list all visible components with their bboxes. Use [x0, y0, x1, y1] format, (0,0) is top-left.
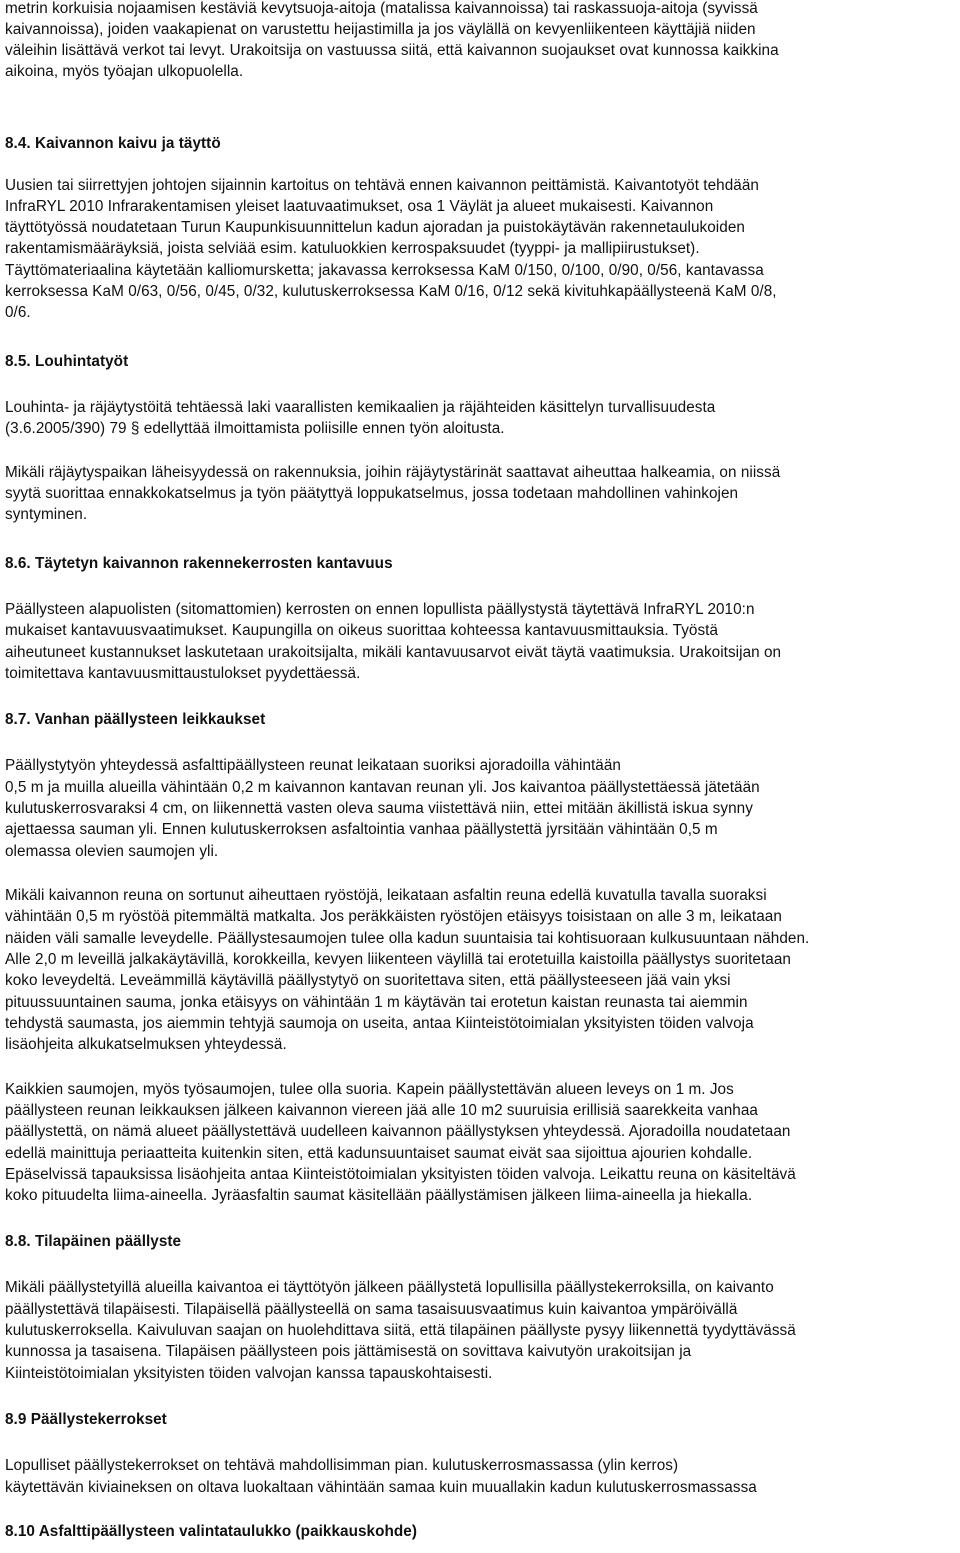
- paragraph-line: 0/6.: [5, 304, 31, 321]
- section-heading-8-4: 8.4. Kaivannon kaivu ja täyttö: [5, 135, 221, 152]
- paragraph-line: kerroksessa KaM 0/63, 0/56, 0/45, 0/32, kulutuskerroksessa KaM 0/16, 0/12 sekä kivituhkapäällysteenä KaM 0/8,: [5, 283, 777, 300]
- paragraph-line: InfraRYL 2010 Infrarakentamisen yleiset laatuvaatimukset, osa 1 Väylät ja alueet mukaisesti. Kaivannon: [5, 198, 714, 215]
- paragraph-line: päällystettä, on nämä alueet päällystettävä uudelleen kaivannon päällystyksen yhteydessä. Ajoradoilla noudatetaan: [5, 1123, 791, 1140]
- paragraph-line: Epäselvissä tapauksissa lisäohjeita antaa Kiinteistötoimialan yksityisten töiden valvoja. Leikattu reuna on käsiteltävä: [5, 1166, 796, 1183]
- paragraph-line: vähintään 0,5 m ryöstöä pitemmältä matkalta. Jos peräkkäisten ryöstöjen etäisyys toisistaan on alle 3 m, leikataan: [5, 908, 782, 925]
- paragraph-line: Mikäli päällystetyillä alueilla kaivantoa ei täyttötyön jälkeen päällystetä lopullisilla päällystekerroksilla, on kaivanto: [5, 1279, 774, 1296]
- paragraph-line: näiden väli samalle leveydelle. Päällystesaumojen tulee olla kadun suuntaisia tai kohtisuoraan kulkusuuntaan nähden.: [5, 930, 810, 947]
- paragraph-line: Täyttömateriaalina käytetään kalliomursketta; jakavassa kerroksessa KaM 0/150, 0/100, 0/90, 0/56, kantavassa: [5, 262, 764, 279]
- paragraph-line: Louhinta- ja räjäytystöitä tehtäessä laki vaarallisten kemikaalien ja räjähteiden käsittelyn turvallisuudesta: [5, 399, 716, 416]
- paragraph-line: edellä mainittuja periaatteita kuitenkin siten, että kadunsuuntaiset saumat eivät saa sijoittua ajourien kohdalle.: [5, 1145, 753, 1162]
- paragraph-line: koko leveydeltä. Leveämmillä käytävillä päällystytyö on suoritettava siten, että päällysteeseen jää vain yksi: [5, 972, 731, 989]
- paragraph-line: syntyminen.: [5, 506, 88, 523]
- paragraph-line: Kaikkien saumojen, myös työsaumojen, tulee olla suoria. Kapein päällystettävän alueen leveys on 1 m. Jos: [5, 1081, 734, 1098]
- paragraph-line: mukaiset kantavuusvaatimukset. Kaupungilla on oikeus suorittaa kohteessa kantavuusmittauksia. Työstä: [5, 622, 719, 639]
- paragraph-line: pituussuuntainen sauma, jonka etäisyys on vähintään 1 m käytävän tai erotetun kaistan reunasta tai aiemmin: [5, 994, 748, 1011]
- paragraph-line: Kiinteistötoimialan yksityisten töiden valvojan kanssa tapauskohtaisesti.: [5, 1365, 493, 1382]
- paragraph-line: Lopulliset päällystekerrokset on tehtävä mahdollisimman pian. kulutuskerrosmassassa (ylin kerros): [5, 1457, 679, 1474]
- section-heading-8-6: 8.6. Täytetyn kaivannon rakennekerrosten kantavuus: [5, 555, 393, 572]
- paragraph-line: 0,5 m ja muilla alueilla vähintään 0,2 m kaivannon kantavan reunan yli. Jos kaivantoa päällystettäessä jätetään: [5, 779, 760, 796]
- paragraph-line: Alle 2,0 m leveillä jalkakäytävillä, korokkeilla, kevyen liikenteen väylillä tai erotetuilla kaistoilla päällystys suoritetaan: [5, 951, 791, 968]
- paragraph-line: päällystettävä tilapäisesti. Tilapäisellä päällysteellä on sama tasaisuusvaatimus kuin kaivantoa ympäröivällä: [5, 1301, 738, 1318]
- paragraph-line: täyttötyössä noudatetaan Turun Kaupunkisuunnittelun kadun ajoradan ja puistokäytävän rakennetaulukoiden: [5, 219, 745, 236]
- section-heading-8-8: 8.8. Tilapäinen päällyste: [5, 1233, 182, 1250]
- paragraph-line: tehdystä saumasta, jos aiemmin tehtyjä saumoja on useita, antaa Kiinteistötoimialan yksityisten töiden valvoja: [5, 1015, 754, 1032]
- intro-line: aikoina, myös työajan ulkopuolella.: [5, 63, 244, 80]
- paragraph-line: Päällysteen alapuolisten (sitomattomien) kerrosten on ennen lopullista päällystystä täytettävä InfraRYL 2010:n: [5, 601, 755, 618]
- paragraph-line: päällysteen reunan leikkauksen jälkeen kaivannon viereen jää alle 10 m2 suuruisia erillisiä saarekkeita vanhaa: [5, 1102, 758, 1119]
- paragraph-line: kulutuskerrosvaraksi 4 cm, on liikennettä vasten oleva sauma viistettävä niin, ettei mitään äkillistä iskua synny: [5, 800, 753, 817]
- intro-line: metrin korkuisia nojaamisen kestäviä kevytsuoja-aitoja (matalissa kaivannoissa) tai raskassuoja-aitoja (syvissä: [5, 0, 758, 17]
- section-heading-8-10: 8.10 Asfalttipäällysteen valintataulukko (paikkauskohde): [5, 1523, 417, 1540]
- section-heading-8-7: 8.7. Vanhan päällysteen leikkaukset: [5, 711, 266, 728]
- paragraph-line: toimitettava kantavuusmittaustulokset pyydettäessä.: [5, 665, 361, 682]
- paragraph-line: ajettaessa sauman yli. Ennen kulutuskerroksen asfaltointia vanhaa päällystettä jyrsitään vähintään 0,5 m: [5, 821, 718, 838]
- paragraph-line: Mikäli räjäytyspaikan läheisyydessä on rakennuksia, joihin räjäytystärinät saattavat aiheuttaa halkeamia, on niissä: [5, 464, 781, 481]
- section-heading-8-5: 8.5. Louhintatyöt: [5, 353, 129, 370]
- paragraph-line: aiheutuneet kustannukset laskutetaan urakoitsijalta, mikäli kantavuusarvot eivät täytä vaatimuksia. Urakoitsijan on: [5, 644, 782, 661]
- intro-line: kaivannoissa), joiden vaakapienat on varustettu heijastimilla ja jos väylällä on kevyenliikenteen käyttäjiä niiden: [5, 21, 756, 38]
- paragraph-line: koko pituudelta liima-aineella. Jyräasfaltin saumat käsitellään päällystämisen jälkeen liima-aineella ja hiekalla.: [5, 1187, 753, 1204]
- paragraph-line: lisäohjeita alkukatselmuksen yhteydessä.: [5, 1036, 287, 1053]
- intro-line: väleihin lisättävä verkot tai levyt. Urakoitsija on vastuussa siitä, että kaivannon suojaukset ovat kunnossa kaikkina: [5, 42, 779, 59]
- paragraph-line: Päällystytyön yhteydessä asfalttipäällysteen reunat leikataan suoriksi ajoradoilla vähintään: [5, 757, 621, 774]
- paragraph-line: käytettävän kiviaineksen on oltava luokaltaan vähintään samaa kuin muuallakin kadun kulutuskerrosmassassa: [5, 1479, 757, 1496]
- paragraph-line: Mikäli kaivannon reuna on sortunut aiheuttaen ryöstöjä, leikataan asfaltin reuna edellä kuvatulla tavalla suoraksi: [5, 887, 767, 904]
- paragraph-line: syytä suorittaa ennakkokatselmus ja työn päätyttyä loppukatselmus, jossa todetaan mahdollinen vahinkojen: [5, 485, 739, 502]
- paragraph-line: (3.6.2005/390) 79 § edellyttää ilmoittamista poliisille ennen työn aloitusta.: [5, 420, 505, 437]
- paragraph-line: Uusien tai siirrettyjen johtojen sijainnin kartoitus on tehtävä ennen kaivannon peittämistä. Kaivantotyöt tehdään: [5, 177, 759, 194]
- paragraph-line: kunnossa ja tasaisena. Tilapäisen päällysteen pois jättämisestä on sovittava kaivutyön urakoitsijan ja: [5, 1343, 692, 1360]
- paragraph-line: rakentamismääräyksiä, joista selviää esim. katuluokkien kerrospaksuudet (tyyppi- ja mallipiirustukset).: [5, 240, 700, 257]
- paragraph-line: kulutuskerroksella. Kaivuluvan saajan on huolehdittava siitä, että tilapäinen päällyste pysyy liikennettä tyydyttävässä: [5, 1322, 796, 1339]
- paragraph-line: olemassa olevien saumojen yli.: [5, 843, 219, 860]
- section-heading-8-9: 8.9 Päällystekerrokset: [5, 1411, 167, 1428]
